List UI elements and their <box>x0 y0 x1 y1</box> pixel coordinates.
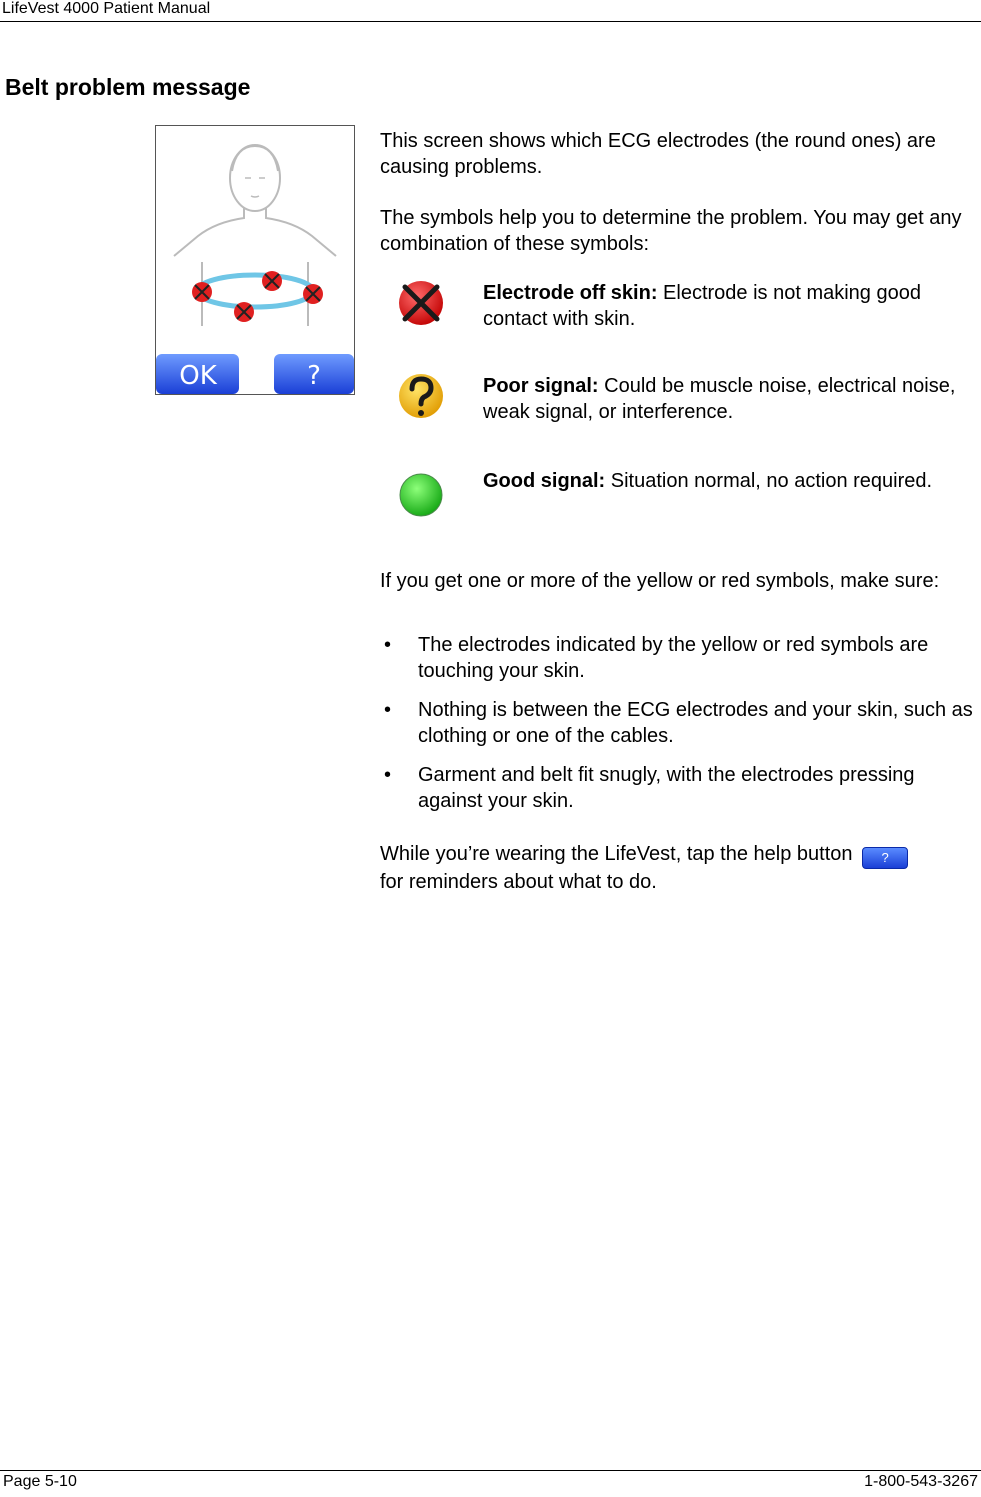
list-item: • The electrodes indicated by the yellow or red symbols are touching your skin. <box>384 634 929 682</box>
phone-number: 1-800-543-3267 <box>864 1473 978 1490</box>
electrode-off-skin-icon <box>262 271 282 291</box>
page-footer <box>0 1470 981 1497</box>
symbol-desc: Situation normal, no action required. <box>605 470 933 492</box>
yellow-question-icon <box>393 368 449 424</box>
symbol-description-off-skin <box>483 280 978 332</box>
electrode-off-skin-icon <box>303 284 323 304</box>
symbol-description-good-signal <box>483 468 978 494</box>
symbol-name: Good signal: <box>483 470 606 492</box>
help-button-label: ? <box>307 361 321 391</box>
section-title: Belt problem message <box>5 74 251 100</box>
list-item: • Garment and belt fit snugly, with the electrodes pressing against your skin. <box>384 764 915 812</box>
symbol-desc: Electrode is not making good contact with skin. <box>483 282 921 330</box>
symbol-name: Poor signal: <box>483 375 599 397</box>
intro-paragraph-1: This screen shows which ECG electrodes (the round ones) are causing problems. <box>380 130 936 178</box>
checklist <box>380 632 980 827</box>
electrode-off-skin-icon <box>192 282 212 302</box>
intro-paragraph-2: The symbols help you to determine the problem. You may get any combination of these symbols: <box>380 207 962 255</box>
help-note <box>380 841 980 895</box>
green-dot-icon <box>393 467 449 523</box>
patient-figure-illustration <box>156 126 354 394</box>
checklist-intro: If you get one or more of the yellow or red symbols, make sure: <box>380 570 940 592</box>
electrode-off-skin-icon <box>234 302 254 322</box>
symbol-desc: Could be muscle noise, electrical noise, weak signal, or interference. <box>483 375 956 423</box>
belt-problem-screen <box>155 125 355 395</box>
list-item: • Nothing is between the ECG electrodes and your skin, such as clothing or one of the cables. <box>384 699 973 747</box>
manual-title: LifeVest 4000 Patient Manual <box>2 0 211 17</box>
bullet-glyph: • <box>384 634 392 656</box>
symbol-name: Electrode off skin: <box>483 282 658 304</box>
help-note-text: While you’re wearing the LifeVest, tap the help button <box>380 843 859 865</box>
ok-button-label: OK <box>179 361 217 391</box>
page-number: Page 5-10 <box>3 1473 77 1490</box>
bullet-glyph: • <box>384 764 392 786</box>
red-x-icon <box>393 275 449 331</box>
page-header <box>0 0 981 22</box>
symbol-description-poor-signal <box>483 373 978 425</box>
help-button-inline-icon: ? <box>862 847 908 869</box>
help-note-text-2: for reminders about what to do. <box>380 871 657 893</box>
bullet-glyph: • <box>384 699 392 721</box>
